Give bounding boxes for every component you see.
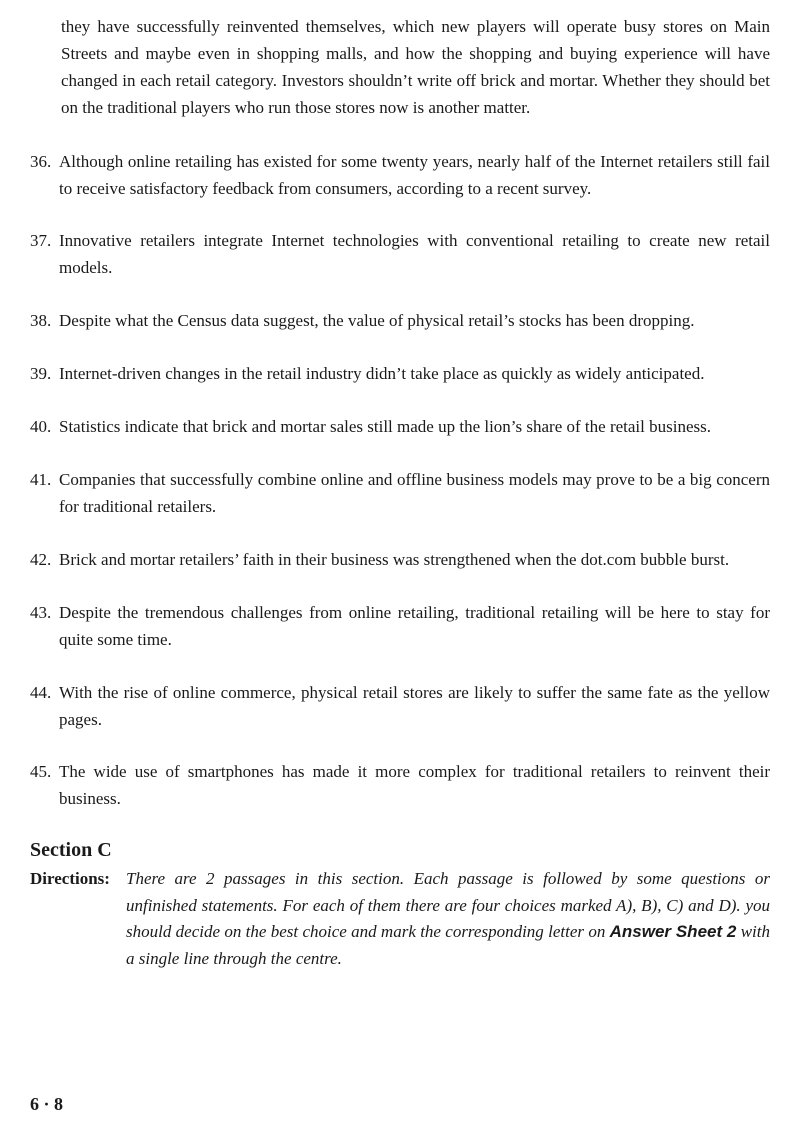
- statement-text: Innovative retailers integrate Internet technologies with conventional retailing to create new retail models.: [59, 231, 770, 277]
- statement-number: 37.: [30, 231, 52, 250]
- statement-text: Companies that successfully combine online and offline business models may prove to be a big concern for traditional retailers.: [59, 470, 770, 516]
- statement-40: [30, 413, 770, 440]
- statement-text: Brick and mortar retailers’ faith in their business was strengthened when the dot.com bubble burst.: [59, 550, 730, 569]
- passage-continuation: they have successfully reinvented themselves, which new players will operate busy stores on Main Streets and maybe even in shopping malls, and how the shopping and buying experience will have changed in each retail category. Investors shouldn’t write off brick and mortar. Whether they should bet on the traditional players who run those stores now is another matter.: [61, 17, 770, 117]
- directions-label: Directions:: [30, 869, 110, 888]
- page-number: 6 · 8: [30, 1094, 64, 1114]
- statement-42: [30, 546, 770, 573]
- statement-41: [30, 466, 770, 520]
- statement-36: [30, 148, 770, 202]
- statement-number: 38.: [30, 311, 52, 330]
- statement-text: Despite what the Census data suggest, the value of physical retail’s stocks has been dropping.: [59, 311, 695, 330]
- statement-37: [30, 227, 770, 281]
- statement-text: With the rise of online commerce, physical retail stores are likely to suffer the same fate as the yellow pages.: [59, 683, 770, 729]
- directions-text-part-1: There are 2 passages in this section. Each passage is followed by some questions or unfinished statements. For each of them there are four choices marked A), B), C) and D). you should decide on the best choice and mark the corresponding letter on: [126, 869, 770, 941]
- statement-number: 42.: [30, 550, 52, 569]
- statement-number: 36.: [30, 152, 52, 171]
- section-c-directions: [30, 866, 770, 972]
- statement-43: [30, 599, 770, 653]
- statement-38: [30, 307, 770, 334]
- statement-number: 43.: [30, 603, 52, 622]
- statement-39: [30, 360, 770, 387]
- statement-text: The wide use of smartphones has made it more complex for traditional retailers to reinvent their business.: [59, 762, 770, 808]
- statement-number: 41.: [30, 470, 52, 489]
- statement-number: 39.: [30, 364, 52, 383]
- statement-45: [30, 758, 770, 812]
- statement-text: Statistics indicate that brick and mortar sales still made up the lion’s share of the retail business.: [59, 417, 711, 436]
- directions-text-part-2: with a single line through the centre.: [126, 922, 770, 968]
- statement-44: [30, 679, 770, 733]
- statement-number: 40.: [30, 417, 52, 436]
- directions-text: [126, 866, 770, 972]
- statement-text: Despite the tremendous challenges from online retailing, traditional retailing will be here to stay for quite some time.: [59, 603, 770, 649]
- answer-sheet-label: Answer Sheet 2: [609, 922, 737, 941]
- statement-text: Although online retailing has existed for some twenty years, nearly half of the Internet retailers still fail to receive satisfactory feedback from consumers, according to a recent survey.: [59, 152, 770, 198]
- statement-number: 44.: [30, 683, 52, 702]
- section-c-heading: Section C: [30, 839, 112, 861]
- statement-number: 45.: [30, 762, 52, 781]
- statement-text: Internet-driven changes in the retail industry didn’t take place as quickly as widely anticipated.: [59, 364, 705, 383]
